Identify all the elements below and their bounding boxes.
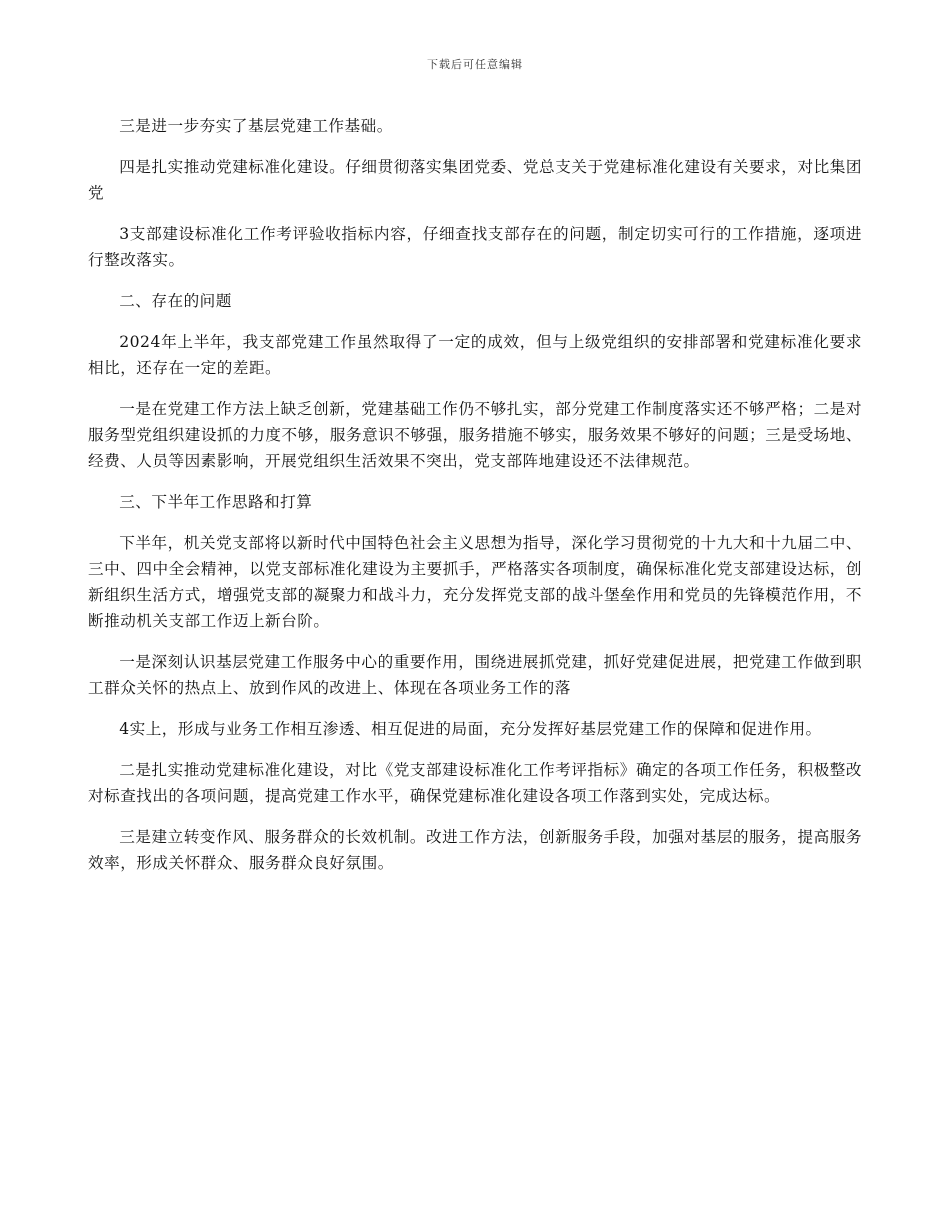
- paragraph: 三是进一步夯实了基层党建工作基础。: [119, 117, 393, 135]
- paragraph: 4实上，形成与业务工作相互渗透、相互促进的局面，充分发挥好基层党建工作的保障和促进作用。: [119, 720, 822, 738]
- paragraph: 下半年，机关党支部将以新时代中国特色社会主义思想为指导，深化学习贯彻党的十九大和十九届二中、三中、四中全会精神，以党支部标准化建设为主要抓手，严格落实各项制度，确保标准化党支部建设达标，创新组织生活方式，增强党支部的凝聚力和战斗力，充分发挥党支部的战斗堡垒作用和党员的先锋模范作用，不断推动机关支部工作迈上新台阶。: [88, 534, 862, 630]
- paragraph: 一是在党建工作方法上缺乏创新，党建基础工作仍不够扎实，部分党建工作制度落实还不够严格；二是对服务型党组织建设抓的力度不够，服务意识不够强，服务措施不够实，服务效果不够好的问题；三是受场地、经费、人员等因素影响，开展党组织生活效果不突出，党支部阵地建设还不法律规范。: [88, 400, 862, 470]
- paragraph: 3支部建设标准化工作考评验收指标内容，仔细查找支部存在的问题，制定切实可行的工作措施，逐项进行整改落实。: [88, 225, 862, 269]
- page-header: 下载后可任意编辑: [427, 58, 523, 71]
- section-heading: 二、存在的问题: [119, 292, 232, 310]
- section-heading: 三、下半年工作思路和打算: [119, 493, 313, 511]
- paragraph: 一是深刻认识基层党建工作服务中心的重要作用，围绕进展抓党建，抓好党建促进展，把党建工作做到职工群众关怀的热点上、放到作风的改进上、体现在各项业务工作的落: [88, 653, 862, 697]
- paragraph: 四是扎实推动党建标准化建设。仔细贯彻落实集团党委、党总支关于党建标准化建设有关要求，对比集团党: [88, 158, 862, 202]
- paragraph: 三是建立转变作风、服务群众的长效机制。改进工作方法，创新服务手段，加强对基层的服务，提高服务效率，形成关怀群众、服务群众良好氛围。: [88, 828, 862, 872]
- paragraph: 2024年上半年，我支部党建工作虽然取得了一定的成效，但与上级党组织的安排部署和党建标准化要求相比，还存在一定的差距。: [88, 333, 862, 377]
- document-body: [88, 113, 862, 891]
- paragraph: 二是扎实推动党建标准化建设，对比《党支部建设标准化工作考评指标》确定的各项工作任务，积极整改对标查找出的各项问题，提高党建工作水平，确保党建标准化建设各项工作落到实处，完成达标。: [88, 761, 862, 805]
